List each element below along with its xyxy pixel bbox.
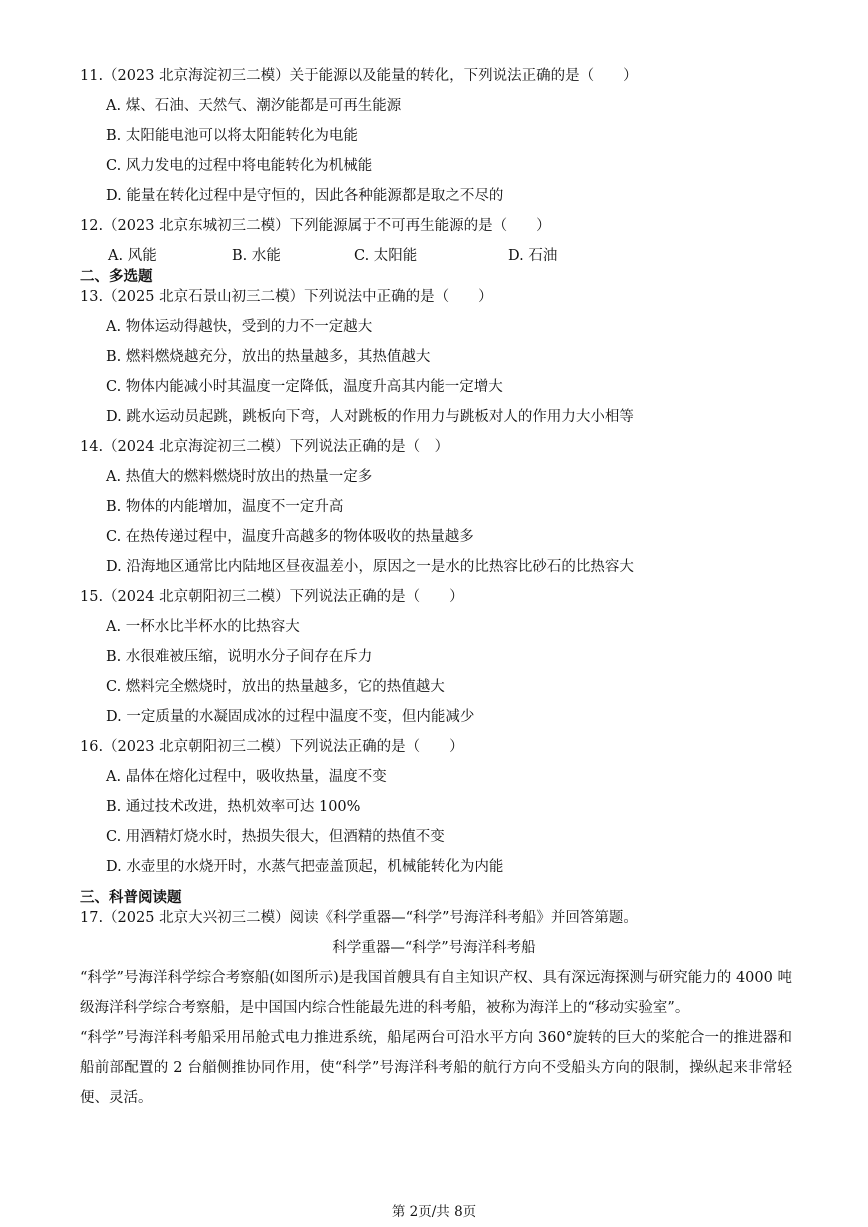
question-12-stem: 12.（2023 北京东城初三二模）下列能源属于不可再生能源的是（ ） [80,218,551,234]
section-title-reading: 三、科普阅读题 [80,890,182,906]
question-13-option-a: A. 物体运动得越快，受到的力不一定越大 [106,319,373,335]
question-16-option-a: A. 晶体在熔化过程中，吸收热量，温度不变 [106,769,387,785]
question-11-option-a: A. 煤、石油、天然气、潮汐能都是可再生能源 [106,98,402,114]
page-number-footer: 第 2页/共 8页 [391,1204,477,1220]
reading-paragraph-2: “科学”号海洋科考船采用吊舱式电力推进系统，船尾两台可沿水平方向 360°旋转的巨大的桨舵合一的推进器和船前部配置的 2 台艏侧推协同作用，使“科学”号海洋科考船的航行方向不受船头方向的限制，操纵起来非常轻便、灵活。 [80,1030,792,1106]
question-13-stem: 13.（2025 北京石景山初三二模）下列说法中正确的是（ ） [80,289,493,305]
question-12-options [108,246,608,266]
question-14-option-a: A. 热值大的燃料燃烧时放出的热量一定多 [106,469,373,485]
question-15-option-d: D. 一定质量的水凝固成冰的过程中温度不变，但内能减少 [106,709,475,725]
question-17-stem: 17.（2025 北京大兴初三二模）阅读《科学重器—“科学”号海洋科考船》并回答第题。 [80,910,638,926]
reading-paragraph-1: “科学”号海洋科学综合考察船(如图所示)是我国首艘具有自主知识产权、具有深远海探测与研究能力的 4000 吨级海洋科学综合考察船，是中国国内综合性能最先进的科考船，被称为海洋上的“移动实验室”。 [80,970,792,1016]
question-12-option-c: C. 太阳能 [354,248,418,264]
question-13-option-b: B. 燃料燃烧越充分，放出的热量越多，其热值越大 [106,349,431,365]
question-14-option-b: B. 物体的内能增加，温度不一定升高 [106,499,344,515]
question-11-option-d: D. 能量在转化过程中是守恒的，因此各种能源都是取之不尽的 [106,188,504,204]
question-12-option-d: D. 石油 [508,248,558,264]
question-14-option-c: C. 在热传递过程中，温度升高越多的物体吸收的热量越多 [106,529,474,545]
question-14-stem: 14.（2024 北京海淀初三二模）下列说法正确的是（ ） [80,439,450,455]
question-13-option-d: D. 跳水运动员起跳，跳板向下弯，人对跳板的作用力与跳板对人的作用力大小相等 [106,409,634,425]
question-16-option-d: D. 水壶里的水烧开时，水蒸气把壶盖顶起，机械能转化为内能 [106,859,504,875]
question-12-option-b: B. 水能 [232,248,281,264]
question-15-option-c: C. 燃料完全燃烧时，放出的热量越多，它的热值越大 [106,679,445,695]
reading-title: 科学重器—“科学”号海洋科考船 [332,940,536,956]
question-11-option-c: C. 风力发电的过程中将电能转化为机械能 [106,158,373,174]
question-12-option-a: A. 风能 [108,248,157,264]
question-16-option-c: C. 用酒精灯烧水时，热损失很大，但酒精的热值不变 [106,829,445,845]
section-title-multi-choice: 二、多选题 [80,269,153,285]
question-16-stem: 16.（2023 北京朝阳初三二模）下列说法正确的是（ ） [80,739,464,755]
question-11-stem: 11.（2023 北京海淀初三二模）关于能源以及能量的转化，下列说法正确的是（ ） [80,68,638,84]
question-15-option-b: B. 水很难被压缩，说明水分子间存在斥力 [106,649,373,665]
question-15-option-a: A. 一杯水比半杯水的比热容大 [106,619,300,635]
question-15-stem: 15.（2024 北京朝阳初三二模）下列说法正确的是（ ） [80,589,464,605]
question-11-option-b: B. 太阳能电池可以将太阳能转化为电能 [106,128,358,144]
question-13-option-c: C. 物体内能减小时其温度一定降低，温度升高其内能一定增大 [106,379,503,395]
question-16-option-b: B. 通过技术改进，热机效率可达 100% [106,799,361,815]
question-14-option-d: D. 沿海地区通常比内陆地区昼夜温差小，原因之一是水的比热容比砂石的比热容大 [106,559,634,575]
